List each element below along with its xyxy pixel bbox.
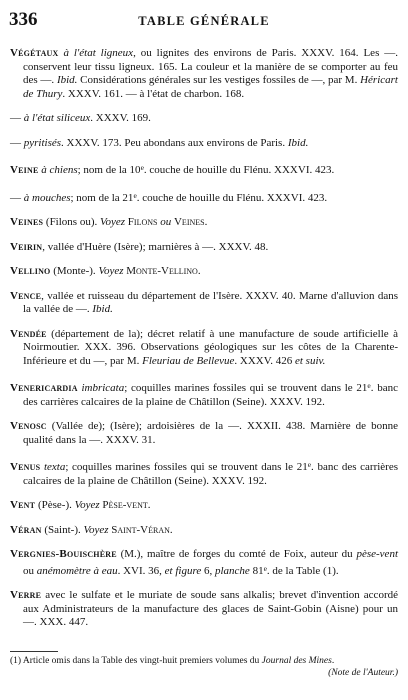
entry-text: . banc des carrières calcaires de la plaine de Châtillon (Seine). XXXV. 192.: [23, 461, 399, 487]
index-entry: [10, 589, 398, 630]
entry-headword: Vendée: [10, 327, 47, 340]
entry-text: . XXXV. 169.: [90, 112, 151, 124]
entry-text: (Filons ou).: [43, 216, 100, 228]
entry-headword: Vent: [10, 499, 36, 511]
footnote-rule: [10, 651, 58, 652]
entry-text: 81: [249, 564, 264, 577]
entry-italic-text: Ibid.: [92, 303, 113, 315]
entry-italic-text: texta: [43, 461, 66, 473]
entry-text: (Pèse-).: [35, 499, 75, 511]
index-entry: [10, 548, 398, 578]
entry-text: .: [197, 265, 201, 277]
index-entries: [10, 36, 398, 631]
footnote-author-note: (Note de l'Auteur.): [328, 667, 398, 678]
entry-italic-text: et suiv.: [294, 354, 326, 367]
index-entry: [10, 499, 398, 513]
index-entry: [10, 420, 398, 447]
ordinal-superscript: e: [307, 460, 312, 469]
entry-italic-text: imbricata: [81, 382, 125, 394]
index-entry: [10, 47, 398, 101]
index-entry: [10, 524, 398, 538]
entry-italic-text: Voyez: [74, 499, 100, 511]
entry-text: . de la Table (1).: [266, 564, 339, 577]
entry-text: —: [10, 112, 24, 124]
entry-text: , vallée d'Huère (Isère); marnières à —. XXXV. 48.: [42, 240, 269, 253]
page-header: [0, 8, 408, 34]
entry-italic-text: pèse-vent: [356, 548, 398, 560]
entry-cross-reference: Monte-Vellino: [126, 265, 198, 277]
entry-italic-text: Voyez: [98, 265, 124, 277]
entry-italic-text: Voyez: [100, 216, 126, 228]
entry-headword: Vellino: [10, 265, 51, 277]
index-entry: [10, 265, 398, 279]
entry-headword: Verre: [10, 589, 42, 601]
footnote: [10, 656, 398, 679]
index-entry: [10, 458, 398, 488]
entry-text: (Monte-).: [50, 265, 99, 277]
entry-text: ; nom de la 21: [70, 191, 134, 204]
entry-italic-text: à mouches: [23, 191, 71, 204]
index-entry: [10, 161, 398, 178]
page-number: 336: [9, 9, 38, 30]
entry-cross-reference: Filons: [127, 216, 158, 228]
entry-italic-text: planche: [214, 564, 250, 577]
entry-italic-text: Ibid.: [287, 136, 309, 149]
entry-text: . banc des carrières calcaires de la plaine de Châtillon (Seine). XXXV. 192.: [23, 382, 399, 408]
index-entry: [10, 290, 398, 317]
index-entry: [10, 137, 398, 151]
entry-text: (Saint-).: [41, 523, 84, 536]
entry-cross-reference: Pèse-vent: [102, 499, 148, 511]
index-entry: [10, 379, 398, 409]
entry-text: ou: [23, 564, 37, 577]
entry-italic-text: anémomètre à eau: [36, 564, 118, 577]
entry-text: 6,: [201, 564, 215, 577]
index-entry: [10, 216, 398, 230]
entry-headword: Veines: [10, 216, 44, 228]
entry-italic-text: Héricart de Thury: [23, 74, 398, 100]
entry-headword: Végétaux: [10, 47, 59, 59]
ordinal-superscript: e: [133, 190, 137, 200]
entry-text: . couche de houille du Flénu. XXXVI. 423.: [143, 164, 335, 176]
index-entry: [10, 328, 398, 369]
entry-italic-text: à l'état siliceux: [23, 112, 91, 124]
ordinal-superscript: e: [367, 381, 371, 390]
entry-cross-reference: Saint-Véran: [111, 523, 170, 536]
entry-italic-text: ou: [160, 216, 172, 228]
entry-headword: Veirin: [10, 240, 43, 253]
footnote-text: (1) Article omis dans la Table des vingt-huit premiers volumes du: [10, 656, 262, 666]
footnote-journal: Journal des Mines: [261, 656, 332, 666]
entry-headword: Vence: [10, 289, 42, 302]
entry-text: —: [10, 191, 24, 204]
entry-cross-reference: Veines: [173, 216, 205, 228]
index-entry: [10, 241, 398, 255]
entry-headword: Vergnies-Bouischère: [10, 548, 117, 560]
entry-text: (M.), maître de forges du comté de Foix, auteur du: [116, 548, 357, 560]
entry-text: ; coquilles marines fossiles qui se trouvent dans le 21: [65, 461, 308, 473]
entry-text: . XXXV. 173. Peu abondans aux environs de Paris.: [61, 136, 288, 149]
entry-text: , ou lignites des environs de Paris. XXXV. 164. Les —. conservent leur tissu ligneux. 165. La couleur et la manière de se comporter au feu des —.: [23, 47, 399, 86]
entry-text: . XXXV. 426: [234, 354, 295, 367]
entry-text: (département de la); décret relatif à une manufacture de soude artificielle à Noirmoutier. XXX. 396. Observations géologiques sur les côtes de la Charente-Inférieure et du —, par M.: [23, 327, 398, 367]
index-entry: [10, 112, 398, 126]
entry-text: .: [147, 499, 151, 511]
ordinal-superscript: e: [140, 163, 144, 172]
entry-text: . XXXV. 161. — à l'état de charbon. 168.: [62, 87, 245, 100]
footnote-after: .: [331, 656, 335, 666]
entry-italic-text: Voyez: [83, 523, 109, 536]
entry-italic-text: pyritisés: [23, 136, 62, 149]
entry-headword: Véran: [10, 523, 42, 536]
entry-text: . couche de houille du Flénu. XXXVI. 423.: [136, 191, 328, 204]
entry-text: avec le sulfate et le muriate de soude sans alkalis; brevet d'invention accordé aux Administrateurs de la manufacture des glaces de Saint-Gobin (Aisne) pour un —. XXX. 447.: [23, 589, 398, 628]
entry-headword: Venosc: [10, 420, 47, 432]
ordinal-superscript: e: [263, 563, 267, 573]
entry-headword: Venericardia: [10, 382, 78, 394]
entry-italic-text: à l'état ligneux: [63, 47, 134, 59]
entry-text: ; coquilles marines fossiles qui se trouvent dans le 21: [124, 382, 368, 394]
entry-italic-text: à chiens: [41, 164, 78, 176]
entry-italic-text: et figure: [164, 564, 202, 577]
entry-italic-text: Ibid.: [56, 74, 78, 86]
index-entry: [10, 189, 398, 206]
entry-text: —: [10, 136, 24, 149]
entry-text: ; nom de la 10: [77, 164, 141, 176]
entry-headword: Venus: [10, 461, 41, 473]
running-title: TABLE GÉNÉRALE: [138, 14, 270, 28]
entry-text: . XVI. 36,: [117, 564, 165, 577]
entry-text: .: [169, 523, 173, 536]
entry-italic-text: Fleuriau de Bellevue: [142, 354, 235, 367]
entry-text: , vallée et ruisseau du département de l'Isère. XXXV. 40. Marne d'alluvion dans la vallée de —.: [23, 289, 398, 315]
entry-text: Considérations générales sur les vestiges fossiles de —, par M.: [77, 74, 361, 86]
entry-text: (Vallée de); (Isère); ardoisières de la —. XXXII. 438. Marnière de bonne qualité dans la —. XXXV. 31.: [23, 420, 398, 446]
entry-headword: Veine: [10, 164, 39, 176]
entry-text: .: [204, 216, 208, 228]
